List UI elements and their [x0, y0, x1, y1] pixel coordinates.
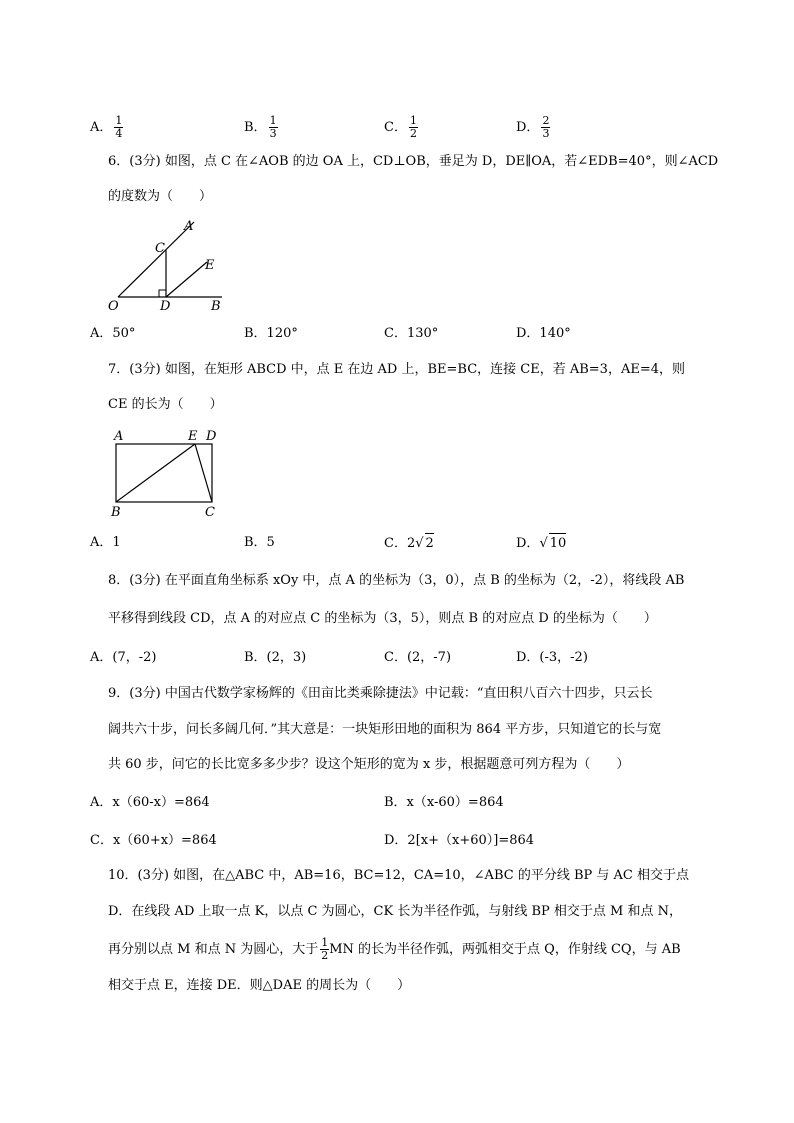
q7-option-d: D．√ 10: [516, 533, 566, 554]
q9-option-c: C．x（60+x）=864: [90, 833, 217, 848]
q7-option-b: B．5: [244, 535, 275, 550]
label-a: A: [114, 429, 124, 444]
segment-be: [116, 444, 195, 502]
fraction: $\frac{1}{2}$: [321, 936, 329, 962]
label-b: B: [111, 505, 121, 520]
q9-stem-line3: 共 60 步，问它的长比宽多多少步？设这个矩形的宽为 x 步，根据题意可列方程为（ ）: [108, 757, 630, 772]
label-b: B: [211, 299, 221, 314]
fraction: $\frac{1}{4}$: [115, 114, 123, 140]
q6-option-a: A．50°: [90, 326, 136, 341]
q9-stem-line2: 阔共六十步，问长多阔几何．”其大意是：一块矩形田地的面积为 864 平方步，只知道它的长与宽: [108, 722, 662, 737]
q10-stem-line2: D．在线段 AD 上取一点 K，以点 C 为圆心，CK 长为半径作弧，与射线 BP 相交于点 M 和点 N，: [108, 904, 682, 919]
q6-figure: [104, 212, 234, 320]
q5-option-b: B． $\frac{1}{3}$: [244, 114, 277, 140]
label-c: C: [205, 505, 215, 520]
q9-option-a: A．x（60-x）=864: [90, 795, 210, 810]
label-a: A: [184, 219, 194, 234]
q5-option-a: A． $\frac{1}{4}$: [90, 114, 123, 140]
q7-stem-line1: 7．(3分) 如图，在矩形 ABCD 中，点 E 在边 AD 上，BE=BC，连接 CE，若 AB=3，AE=4，则: [108, 362, 685, 377]
segment-de: [166, 262, 207, 297]
q10-stem-line1: 10．(3分) 如图，在△ABC 中，AB=16，BC=12，CA=10，∠ABC 的平分线 BP 与 AC 相交于点: [108, 868, 689, 883]
fraction: $\frac{1}{2}$: [409, 114, 417, 140]
sqrt-sign: √: [539, 536, 548, 551]
q6-stem-line1: 6．(3分) 如图，点 C 在∠AOB 的边 OA 上，CD⊥OB，垂足为 D，DE∥OA，若∠EDB=40°，则∠ACD: [108, 154, 719, 169]
ray-oa: [118, 222, 194, 297]
label-c: C: [155, 241, 165, 256]
sqrt-sign: √: [415, 536, 424, 551]
q9-option-b: B．x（x-60）=864: [384, 795, 504, 810]
q8-option-b: B．(2，3): [244, 650, 307, 665]
q8-option-d: D．(-3，-2): [516, 650, 588, 665]
q5-option-d: D． $\frac{2}{3}$: [516, 114, 550, 140]
segment-ce: [195, 444, 212, 502]
label-o: O: [108, 299, 119, 314]
q5-option-c: C． $\frac{1}{2}$: [384, 114, 417, 140]
q8-stem-line1: 8．(3分) 在平面直角坐标系 xOy 中，点 A 的坐标为（3，0），点 B 的坐标为（2，-2），将线段 AB: [108, 573, 685, 588]
q9-stem-line1: 9．(3分) 中国古代数学家杨辉的《田亩比类乘除捷法》中记载：“直田积八百六十四步，只云长: [108, 686, 653, 701]
q9-option-d: D．2[x+（x+60）]=864: [384, 833, 535, 848]
label-e: E: [188, 429, 198, 444]
q6-option-b: B．120°: [244, 326, 298, 341]
q8-option-c: C．(2，-7): [384, 650, 452, 665]
q7-figure: [108, 424, 228, 528]
q6-option-c: C．130°: [384, 326, 439, 341]
label-d: D: [206, 429, 217, 444]
q8-option-a: A．(7，-2): [90, 650, 157, 665]
q7-option-a: A．1: [90, 535, 121, 550]
q10-stem-line4: 相交于点 E，连接 DE．则△DAE 的周长为（ ）: [108, 978, 411, 993]
q7-option-c: C．2√ 2: [384, 533, 434, 554]
q7-stem-line2: CE 的长为（ ）: [108, 397, 223, 412]
fraction: $\frac{2}{3}$: [542, 114, 550, 140]
q6-option-d: D．140°: [516, 326, 571, 341]
right-angle-mark: [159, 290, 166, 297]
label-e: E: [205, 258, 215, 273]
label-d: D: [160, 299, 171, 314]
q10-stem-line3: 再分别以点 M 和点 N 为圆心，大于 $\frac{1}{2}$ MN 的长为半径作弧，两弧相交于点 Q，作射线 CQ，与 AB: [108, 936, 681, 962]
q6-stem-line2: 的度数为（ ）: [108, 189, 213, 204]
fraction: $\frac{1}{3}$: [269, 114, 277, 140]
q8-stem-line2: 平移得到线段 CD，点 A 的对应点 C 的坐标为（3，5），则点 B 的对应点 D 的坐标为（ ）: [108, 611, 657, 626]
